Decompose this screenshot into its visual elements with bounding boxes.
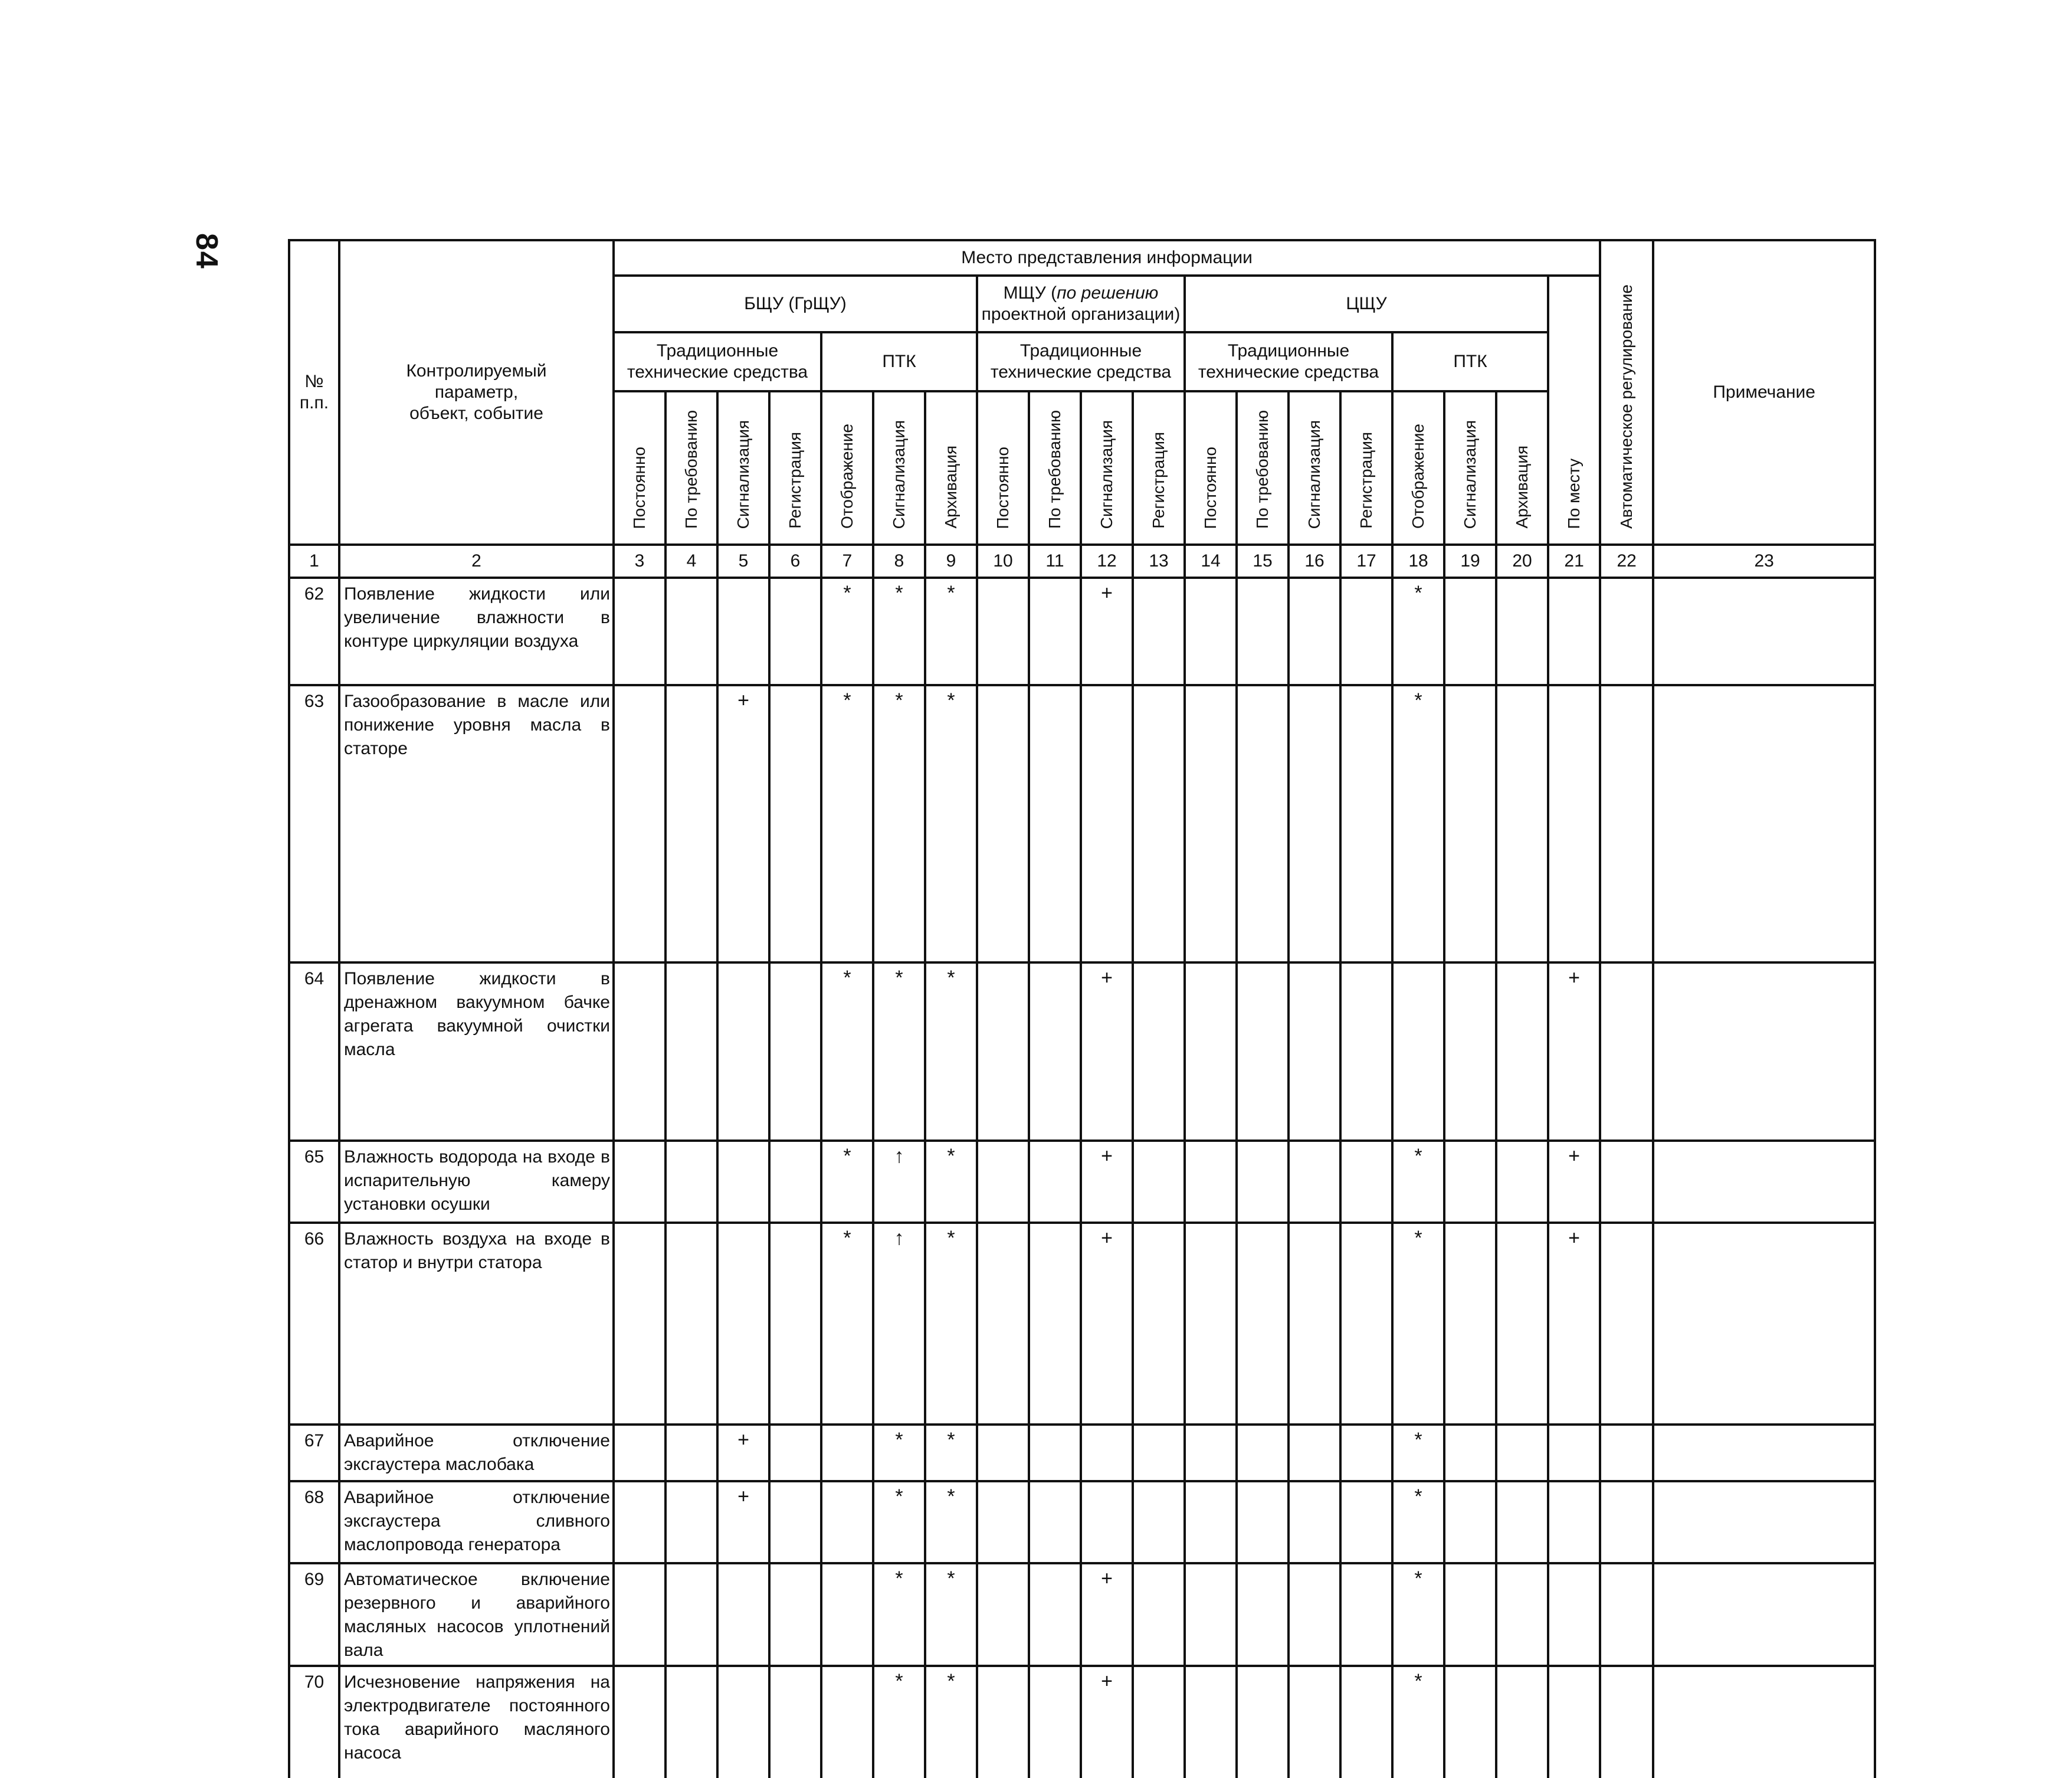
mark-cell [1081,1425,1133,1481]
column-number-cell: 9 [925,545,977,578]
table-body [289,578,1875,1778]
mark-cell [1444,1425,1496,1481]
mark-cell [1496,1223,1548,1425]
mark-cell [665,1223,717,1425]
auto-regulation-cell [1653,1563,1875,1666]
mark-cell: * [1392,1666,1444,1778]
mark-cell: + [717,1425,769,1481]
header-c6 [769,391,821,545]
header-note: Примечание [1653,240,1875,545]
mark-cell: * [821,578,873,685]
mark-cell [1496,1481,1548,1563]
header-c3 [614,391,665,545]
column-number-cell: 17 [1340,545,1392,578]
header-c14-label: Постоянно [1201,446,1219,529]
mark-cell: * [1392,1223,1444,1425]
row-number: 66 [289,1223,339,1425]
header-cshu: ЦЩУ [1185,276,1548,332]
mark-cell [1237,1563,1289,1666]
mark-cell [1237,1425,1289,1481]
mark-cell [614,1425,665,1481]
mark-cell: * [925,578,977,685]
column-number-cell: 11 [1029,545,1081,578]
mark-cell [821,1666,873,1778]
row-number: 70 [289,1666,339,1778]
header-c12 [1081,391,1133,545]
auto-regulation-cell [1653,962,1875,1141]
mark-cell [1029,962,1081,1141]
mark-cell [1185,1666,1237,1778]
mark-cell: * [925,1563,977,1666]
mark-cell [977,1666,1029,1778]
header-c12-label: Сигнализация [1097,420,1116,529]
mark-cell [1600,1666,1653,1778]
mark-cell [1496,1563,1548,1666]
mark-cell [769,1481,821,1563]
mark-cell [717,578,769,685]
column-number-cell: 3 [614,545,665,578]
mark-cell: * [925,685,977,962]
auto-regulation-cell [1653,1666,1875,1778]
mark-cell [1289,1666,1340,1778]
mark-cell: * [1392,578,1444,685]
mark-cell: + [1081,1223,1133,1425]
mark-cell [821,1425,873,1481]
mark-cell [665,1666,717,1778]
mark-cell: * [1392,1481,1444,1563]
mark-cell [614,1666,665,1778]
mark-cell [614,1481,665,1563]
mark-cell [1289,578,1340,685]
table-row [289,1666,1875,1778]
mark-cell [1444,1223,1496,1425]
column-number-cell: 7 [821,545,873,578]
mark-cell [1340,1425,1392,1481]
header-auto-regulation [1600,240,1653,545]
header-c10-label: Постоянно [994,446,1012,529]
column-number-cell: 8 [873,545,925,578]
header-c11-label: По требованию [1045,410,1064,529]
mark-cell: * [1392,1425,1444,1481]
mark-cell [977,1481,1029,1563]
header-auto-regulation-label: Автоматическое регулирование [1617,284,1636,529]
mark-cell: * [925,1425,977,1481]
mark-cell [1289,1563,1340,1666]
mark-cell [614,1223,665,1425]
mark-cell [1496,685,1548,962]
table-row [289,1141,1875,1223]
mark-cell [977,962,1029,1141]
auto-regulation-cell [1653,578,1875,685]
header-c17 [1340,391,1392,545]
mark-cell: * [821,685,873,962]
table-row [289,962,1875,1141]
mark-cell [1444,962,1496,1141]
header-c3-label: Постоянно [630,446,648,529]
mark-cell [1496,962,1548,1141]
mark-cell: * [873,1481,925,1563]
column-number-cell: 5 [717,545,769,578]
mark-cell [1133,1141,1185,1223]
mark-cell: * [873,1563,925,1666]
header-c17-label: Регистрация [1357,432,1375,529]
mark-cell: * [873,578,925,685]
header-c4-label: По требованию [682,410,700,529]
mark-cell [1029,578,1081,685]
auto-regulation-cell [1653,1425,1875,1481]
row-parameter: Исчезновение напряжения на электродвигателе постоянного тока аварийного масляного насоса [339,1666,614,1778]
mark-cell: ↑ [873,1141,925,1223]
header-c21 [1548,276,1600,545]
mark-cell [977,1141,1029,1223]
header-mshu-italic: по решению [1057,283,1159,303]
mark-cell [1289,1425,1340,1481]
header-c15-label: По требованию [1253,410,1271,529]
header-cshu-traditional: Традиционные технические средства [1185,332,1392,391]
header-mshu-prefix: МЩУ ( [1003,283,1057,303]
mark-cell: * [873,962,925,1141]
column-number-cell: 21 [1548,545,1600,578]
mark-cell [1237,1481,1289,1563]
auto-regulation-cell [1653,1481,1875,1563]
header-c14 [1185,391,1237,545]
mark-cell [1289,1141,1340,1223]
mark-cell [665,962,717,1141]
mark-cell [1185,685,1237,962]
mark-cell: + [1081,1141,1133,1223]
table-row [289,578,1875,685]
mark-cell [1185,578,1237,685]
header-c8-label: Сигнализация [890,420,908,529]
mark-cell [717,1141,769,1223]
mark-cell: * [925,962,977,1141]
mark-cell [1237,578,1289,685]
mark-cell [769,685,821,962]
mark-cell [1444,1141,1496,1223]
mark-cell: * [873,685,925,962]
mark-cell: + [1548,1141,1600,1223]
mark-cell [1444,1666,1496,1778]
header-c16 [1289,391,1340,545]
mark-cell [977,1563,1029,1666]
header-c5 [717,391,769,545]
mark-cell [1081,1481,1133,1563]
mark-cell [769,1666,821,1778]
mark-cell: * [925,1141,977,1223]
mark-cell: + [717,1481,769,1563]
mark-cell [1133,578,1185,685]
mark-cell [1600,1425,1653,1481]
row-parameter: Появление жидкости в дренажном вакуумном бачке агрегата вакуумной очистки масла [339,962,614,1141]
mark-cell: + [1548,1223,1600,1425]
header-c13 [1133,391,1185,545]
auto-regulation-cell [1653,1223,1875,1425]
mark-cell: + [717,685,769,962]
column-number-cell: 14 [1185,545,1237,578]
mark-cell [769,1223,821,1425]
mark-cell [1237,962,1289,1141]
mark-cell [1029,1223,1081,1425]
row-parameter: Аварийное отключение эксгаустера маслобака [339,1425,614,1481]
monitoring-table [288,239,1876,1778]
mark-cell: * [873,1666,925,1778]
monitoring-table-container [288,239,1876,1763]
header-c8 [873,391,925,545]
header-bshu-ptk: ПТК [821,332,977,391]
mark-cell [665,1425,717,1481]
mark-cell [1340,1223,1392,1425]
header-c21-label: По месту [1565,458,1583,529]
mark-cell [769,578,821,685]
mark-cell [1237,1223,1289,1425]
mark-cell [1340,1481,1392,1563]
mark-cell [1340,1666,1392,1778]
mark-cell [1548,685,1600,962]
mark-cell [769,1563,821,1666]
row-number: 65 [289,1141,339,1223]
row-parameter: Газообразование в масле или понижение уровня масла в статоре [339,685,614,962]
mark-cell [1133,1563,1185,1666]
column-number-cell: 16 [1289,545,1340,578]
mark-cell [1444,1481,1496,1563]
column-number-cell: 22 [1600,545,1653,578]
mark-cell [1340,685,1392,962]
mark-cell [614,962,665,1141]
column-number-cell: 15 [1237,545,1289,578]
mark-cell [1496,1666,1548,1778]
mark-cell: * [821,1223,873,1425]
mark-cell [977,1223,1029,1425]
table-row [289,1425,1875,1481]
row-number: 69 [289,1563,339,1666]
table-row [289,1223,1875,1425]
header-c19-label: Сигнализация [1461,420,1479,529]
mark-cell [1133,1481,1185,1563]
header-c15 [1237,391,1289,545]
mark-cell [1029,685,1081,962]
mark-cell [1133,1666,1185,1778]
mark-cell [1340,1563,1392,1666]
mark-cell [1392,962,1444,1141]
mark-cell [769,1425,821,1481]
column-number-cell: 2 [339,545,614,578]
mark-cell [1444,1563,1496,1666]
header-c16-label: Сигнализация [1305,420,1323,529]
mark-cell [1548,1666,1600,1778]
column-number-row [289,545,1875,578]
row-number: 64 [289,962,339,1141]
header-bshu-traditional: Традиционные технические средства [614,332,821,391]
mark-cell [1600,685,1653,962]
page-number: 84 [189,233,224,270]
row-parameter: Влажность воздуха на входе в статор и внутри статора [339,1223,614,1425]
mark-cell [614,1141,665,1223]
table-row [289,1563,1875,1666]
mark-cell [1340,962,1392,1141]
column-number-cell: 10 [977,545,1029,578]
mark-cell [1133,685,1185,962]
mark-cell: ↑ [873,1223,925,1425]
header-c11 [1029,391,1081,545]
mark-cell [1444,685,1496,962]
mark-cell [1029,1666,1081,1778]
mark-cell [614,1563,665,1666]
mark-cell: * [821,962,873,1141]
header-information-place: Место представления информации [614,240,1600,276]
header-c18 [1392,391,1444,545]
header-c9-label: Архивация [942,446,960,529]
mark-cell [1133,1425,1185,1481]
mark-cell [1081,685,1133,962]
mark-cell [1237,1141,1289,1223]
mark-cell [1029,1425,1081,1481]
mark-cell [1444,578,1496,685]
column-number-cell: 4 [665,545,717,578]
row-parameter: Автоматическое включение резервного и аварийного масляных насосов уплотнений вала [339,1563,614,1666]
mark-cell: * [925,1481,977,1563]
table-row [289,1481,1875,1563]
mark-cell [1340,578,1392,685]
mark-cell [1600,962,1653,1141]
mark-cell [1185,1481,1237,1563]
table-row [289,685,1875,962]
header-c9 [925,391,977,545]
mark-cell [665,1141,717,1223]
header-c7 [821,391,873,545]
mark-cell [977,1425,1029,1481]
header-mshu [977,276,1185,332]
header-c19 [1444,391,1496,545]
mark-cell: * [1392,1141,1444,1223]
mark-cell [1185,1223,1237,1425]
mark-cell: + [1081,1563,1133,1666]
mark-cell [821,1563,873,1666]
mark-cell [1548,1481,1600,1563]
mark-cell [1600,578,1653,685]
auto-regulation-cell [1653,685,1875,962]
mark-cell [1289,1481,1340,1563]
mark-cell [1133,962,1185,1141]
mark-cell [1185,1563,1237,1666]
mark-cell [717,1563,769,1666]
header-row-number: № п.п. [289,240,339,545]
column-number-cell: 19 [1444,545,1496,578]
mark-cell [665,1563,717,1666]
mark-cell [1600,1563,1653,1666]
mark-cell: + [1081,1666,1133,1778]
mark-cell [1185,1425,1237,1481]
mark-cell [614,578,665,685]
mark-cell: + [1081,578,1133,685]
mark-cell [1289,962,1340,1141]
header-mshu-traditional: Традиционные технические средства [977,332,1185,391]
mark-cell [717,962,769,1141]
mark-cell: * [873,1425,925,1481]
header-mshu-rest: проектной организации) [981,304,1181,324]
mark-cell [1289,685,1340,962]
mark-cell: + [1081,962,1133,1141]
row-parameter: Аварийное отключение эксгаустера сливного маслопровода генератора [339,1481,614,1563]
mark-cell: * [1392,685,1444,962]
mark-cell [1496,578,1548,685]
mark-cell [1029,1141,1081,1223]
mark-cell [1133,1223,1185,1425]
mark-cell [1237,685,1289,962]
mark-cell [1600,1481,1653,1563]
row-number: 68 [289,1481,339,1563]
column-number-cell: 18 [1392,545,1444,578]
mark-cell: * [1392,1563,1444,1666]
column-number-cell: 12 [1081,545,1133,578]
column-number-cell: 20 [1496,545,1548,578]
mark-cell [769,962,821,1141]
header-bshu: БЩУ (ГрЩУ) [614,276,977,332]
mark-cell [1600,1223,1653,1425]
header-c13-label: Регистрация [1149,432,1168,529]
mark-cell [1548,578,1600,685]
row-parameter: Появление жидкости или увеличение влажности в контуре циркуляции воздуха [339,578,614,685]
header-c5-label: Сигнализация [734,420,752,529]
mark-cell [1548,1425,1600,1481]
column-number-cell: 6 [769,545,821,578]
mark-cell [665,578,717,685]
mark-cell [1600,1141,1653,1223]
mark-cell [977,685,1029,962]
mark-cell [1340,1141,1392,1223]
mark-cell [1237,1666,1289,1778]
mark-cell [1496,1141,1548,1223]
mark-cell [1185,1141,1237,1223]
auto-regulation-cell [1653,1141,1875,1223]
mark-cell [977,578,1029,685]
header-cshu-ptk: ПТК [1392,332,1548,391]
header-c20-label: Архивация [1513,446,1531,529]
mark-cell: * [925,1223,977,1425]
column-number-cell: 1 [289,545,339,578]
mark-cell [1029,1563,1081,1666]
mark-cell [665,1481,717,1563]
row-number: 62 [289,578,339,685]
mark-cell [614,685,665,962]
mark-cell [769,1141,821,1223]
header-c7-label: Отображение [838,423,856,529]
mark-cell [1496,1425,1548,1481]
row-parameter: Влажность водорода на входе в испарительную камеру установки осушки [339,1141,614,1223]
header-c18-label: Отображение [1409,423,1427,529]
header-c20 [1496,391,1548,545]
mark-cell [717,1223,769,1425]
mark-cell [665,685,717,962]
mark-cell [1548,1563,1600,1666]
mark-cell [1185,962,1237,1141]
mark-cell [821,1481,873,1563]
mark-cell: * [925,1666,977,1778]
column-number-cell: 13 [1133,545,1185,578]
mark-cell: + [1548,962,1600,1141]
mark-cell [717,1666,769,1778]
mark-cell [1289,1223,1340,1425]
header-parameter: Контролируемый параметр, объект, событие [339,240,614,545]
mark-cell [1029,1481,1081,1563]
header-c10 [977,391,1029,545]
row-number: 67 [289,1425,339,1481]
header-c4 [665,391,717,545]
mark-cell: * [821,1141,873,1223]
column-number-cell: 23 [1653,545,1875,578]
row-number: 63 [289,685,339,962]
header-c6-label: Регистрация [786,432,804,529]
